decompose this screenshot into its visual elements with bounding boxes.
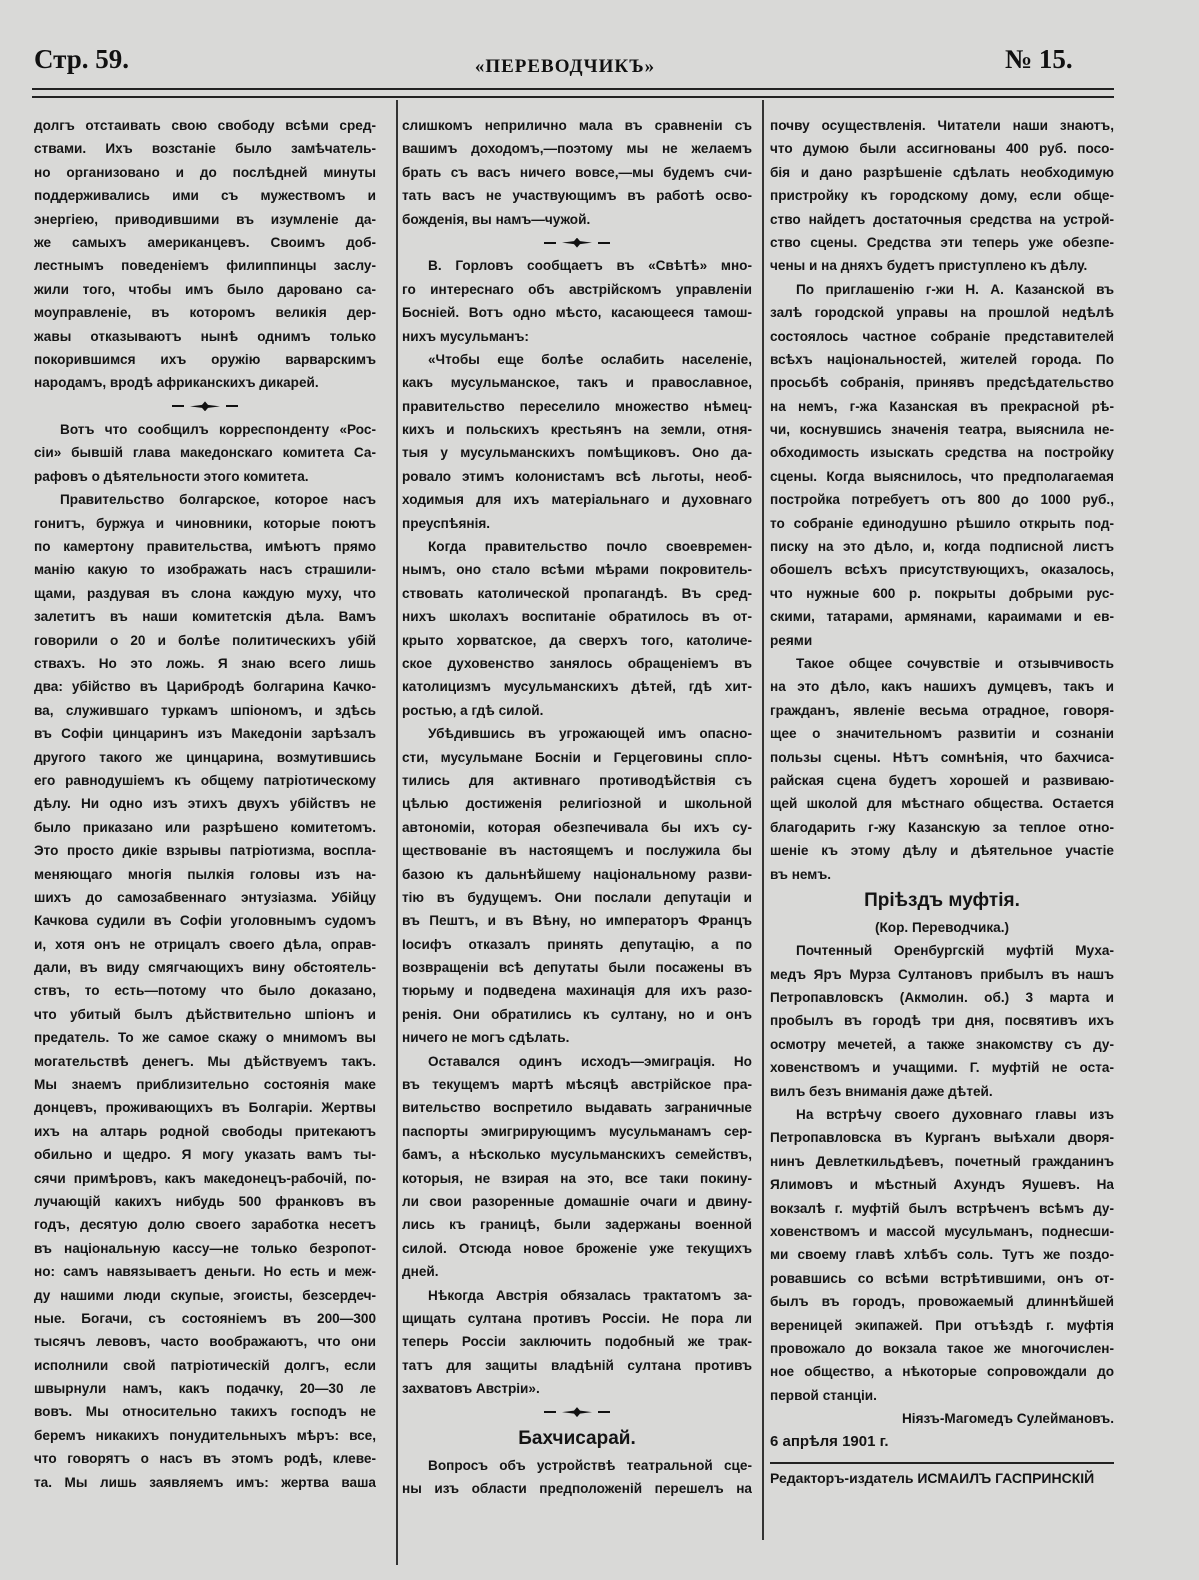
- text-line: захватовъ Австріи».: [402, 1381, 540, 1397]
- text-line: По приглашенію г-жи Н. А. Казанской въ: [796, 281, 1114, 297]
- footer-rule: [770, 1462, 1114, 1464]
- text-line: базою къ дальнѣйшему національному разви-: [402, 866, 752, 882]
- text-line: нинъ Девлеткильдѣевъ, почетный гражданинъ: [770, 1153, 1114, 1169]
- text-line: тились для активнаго противодѣйствія съ: [402, 772, 752, 788]
- text-line: чены и на дняхъ будетъ приступлено къ дѣлу.: [770, 258, 1088, 274]
- page-number: Стр. 59.: [34, 44, 130, 74]
- text-line: сцены. Когда выяснилось, что предполагаемая: [770, 468, 1114, 484]
- text-line: постройка потребуетъ отъ 800 до 1000 руб.,: [770, 492, 1114, 508]
- text-line: дней.: [402, 1264, 439, 1280]
- text-line: сти, мусульмане Босніи и Герцеговины спло-: [402, 749, 752, 765]
- text-line: медъ Яръ Мурза Султановъ прибылъ въ нашъ: [770, 966, 1114, 982]
- text-line: благодарить г-жу Казанскую за теплое отно-: [770, 819, 1114, 835]
- text-line: состоялось частное собраніе представителей: [770, 328, 1114, 344]
- text-line: нихъ мусульманъ:: [402, 328, 529, 344]
- text-line: слишкомъ неприлично мала въ сравненіи съ: [402, 118, 752, 133]
- text-line: ствами. Ихъ возстаніе было замѣчатель-: [34, 141, 376, 157]
- paragraph: [34, 418, 376, 488]
- text-line: райская сцена будетъ хорошей и развиваю-: [770, 772, 1114, 788]
- text-line: ли свои разоренные домашніе очаги и двину-: [402, 1193, 752, 1209]
- paragraph: [402, 254, 752, 348]
- text-line: почву осуществленія. Читатели наши знаютъ,: [770, 118, 1114, 133]
- text-line: ренія. Они обратились къ султану, но и онъ: [402, 1006, 752, 1022]
- text-line: гонитъ, буржуа и чиновники, которые поютъ: [34, 515, 376, 531]
- text-line: что убитый былъ дѣйствительно шпіонъ и: [34, 1006, 376, 1022]
- text-line: обильно и щедро. Я могу указать вамъ ты-: [34, 1147, 376, 1163]
- text-line: жили того, чтобы имъ было даровано са-: [34, 281, 376, 297]
- text-line: годъ, десятую долю своего заработка несетъ: [34, 1217, 376, 1233]
- text-line: рафовъ о дѣятельности этого комитета.: [34, 468, 309, 484]
- text-line: былъ въ городъ, провожаемый длиннѣйшей: [770, 1294, 1114, 1310]
- text-line: Убѣдившись въ угрожающей имъ опасно-: [428, 726, 752, 742]
- text-line: первой станціи.: [770, 1387, 877, 1403]
- paragraph: [770, 652, 1114, 886]
- header-rule-bottom: [32, 96, 1114, 98]
- text-line: что нужные 600 р. покрыты добрыми рус-: [770, 585, 1114, 601]
- text-line: ховенствомъ и массой мусульманъ, поднесши-: [770, 1223, 1114, 1239]
- text-line: сіи» бывшій глава македонскаго комитета Са-: [34, 445, 376, 461]
- text-line: въ Софіи цинцаринъ изъ Македоніи зарѣзалъ: [34, 726, 376, 742]
- text-line: ское духовенство занялось обращеніемъ въ: [402, 655, 752, 671]
- text-line: крыто хорватское, да сверхъ того, католиче-: [402, 632, 752, 648]
- text-line: реями: [770, 632, 813, 648]
- text-line: ное общество, а нѣкоторые сопровождали до: [770, 1364, 1114, 1380]
- text-line: всѣхъ національностей, жителей города. По: [770, 351, 1114, 367]
- text-line: ство найдетъ достаточныя средства на устрой-: [770, 211, 1114, 227]
- text-line: возвращеніи всѣ депутаты были посажены въ: [402, 960, 752, 976]
- text-line: Петропавловска въ Курганъ выѣхали дворя-: [770, 1130, 1114, 1146]
- text-line: обошелъ всѣхъ присутствующихъ, оказалось,: [770, 562, 1114, 578]
- text-line: донцевъ, проживающихъ въ Болгаріи. Жертвы: [34, 1100, 376, 1116]
- text-line: вилъ безъ вниманія даже дѣтей.: [770, 1083, 993, 1099]
- newspaper-title: «ПЕРЕВОДЧИКЪ»: [474, 56, 656, 77]
- text-line: ховенствомъ и учащими. Г. муфтій не оста-: [770, 1060, 1114, 1076]
- paragraph: [402, 1050, 752, 1284]
- text-line: ствовать католической пропагандѣ. Въ сред-: [402, 585, 752, 601]
- text-line: правительство переселило множество нѣмец-: [402, 398, 752, 414]
- text-line: брать съ васъ ничего вовсе,—мы будемъ счи-: [402, 164, 752, 180]
- text-line: моуправленіе, въ которомъ великія дер-: [34, 305, 376, 321]
- text-line: ростью, а гдѣ силой.: [402, 702, 544, 718]
- text-line: и, хотя онъ не отрицалъ своего дѣла, оправ-: [34, 936, 376, 952]
- text-line: но организовано и до послѣдней минуты: [34, 164, 376, 180]
- text-line: вашимъ доходомъ,—поэтому мы не желаемъ: [402, 141, 752, 157]
- text-line: католицизмъ мусульманскихъ дѣтей, гдѣ хит-: [402, 679, 752, 695]
- text-line: вокзалѣ г. муфтій былъ встрѣченъ всѣмъ ду-: [770, 1200, 1114, 1216]
- text-line: Почтенный Оренбургскій муфтій Муха-: [796, 943, 1114, 959]
- text-line: залѣ городской управы на прошлой недѣлѣ: [770, 305, 1114, 321]
- text-line: на это дѣло, какъ нашихъ думцевъ, такъ и: [770, 679, 1114, 695]
- text-line: ду нашими люди скупые, эгоисты, безсердеч-: [34, 1287, 376, 1303]
- text-line: дѣлу. Ни одно изъ этихъ двухъ убійствъ не: [34, 796, 376, 812]
- text-line: жавы отказываютъ нынѣ однимъ только: [34, 328, 376, 344]
- text-line: преуспѣянія.: [402, 515, 491, 531]
- text-line: Мы знаемъ приблизительно состоянія маке: [34, 1077, 376, 1093]
- paragraph: [402, 722, 752, 1049]
- text-line: божденія, вы намъ—чужой.: [402, 211, 591, 227]
- text-line: ровало этимъ колонистамъ всѣ льготы, необ-: [402, 468, 752, 484]
- text-line: силой. Отсюда новое броженіе уже текущихъ: [402, 1240, 752, 1256]
- text-line: ствахъ. Но это ложь. Я знаю всего лишь: [34, 655, 376, 671]
- text-line: щами, раздувая въ слона каждую муху, что: [34, 585, 376, 601]
- text-line: нихъ школахъ воспитаніе обратилось въ от-: [402, 609, 752, 625]
- text-line: могательствѣ денегъ. Мы дѣйствуемъ такъ.: [34, 1053, 376, 1069]
- text-line: то собраніе единодушно рѣшило открыть под-: [770, 515, 1114, 531]
- text-line: писку на это дѣло, и, когда подписной листъ: [770, 539, 1114, 555]
- text-line: но: самъ навязываетъ деньги. Но есть и меж-: [34, 1264, 376, 1280]
- paragraph: [34, 488, 376, 1494]
- text-line: Качкова судили въ Софіи уголовнымъ судомъ: [34, 913, 376, 929]
- text-line: тыя у мусульманскихъ помѣщиковъ. Оно да-: [402, 445, 752, 461]
- text-line: было приказано или разрѣшено комитетомъ.: [34, 819, 376, 835]
- text-line: исполнили свой патріотическій долгъ, если: [34, 1357, 376, 1373]
- text-line: шихъ до самозабвеннаго энтузіазма. Убійцу: [34, 889, 376, 905]
- text-line: что говорятъ о насъ въ этомъ родѣ, клеве-: [34, 1451, 376, 1467]
- text-line: ихъ на алтарь родной свободы притекаютъ: [34, 1123, 376, 1139]
- paragraph: [770, 278, 1114, 652]
- text-line: два: убійство въ Царибродѣ болгарина Качко-: [34, 679, 376, 695]
- publisher-footer: Редакторъ-издатель ИСМАИЛЪ ГАСПРИНСКІЙ: [770, 1469, 1095, 1486]
- article-heading: Пріѣздъ муфтія.: [864, 889, 1020, 911]
- text-line: сячи примѣровъ, какъ македонецъ-рабочій, по-: [34, 1170, 376, 1186]
- text-line: ство сцены. Средства эти теперь уже обезпе-: [770, 234, 1114, 250]
- text-line: Босніей. Вотъ одно мѣсто, касающееся тамош-: [402, 305, 752, 321]
- text-line: просьбѣ собранія, принявъ предсѣдательство: [770, 375, 1114, 391]
- text-line: тюрьму и подведена махинація для ихъ разо-: [402, 983, 752, 999]
- text-line: беремъ никакихъ понудительныхъ мѣръ: все,: [34, 1427, 376, 1443]
- text-line: пристройку къ городскому дому, если обще-: [770, 188, 1114, 204]
- text-line: въ національную кассу—не только безропот-: [34, 1240, 376, 1256]
- text-line: ствъ, то есть—потому что было доказано,: [34, 983, 376, 999]
- text-line: ва, служившаго туркамъ шпіономъ, и здѣсь: [34, 702, 376, 718]
- text-line: Нѣкогда Австрія обязалась трактатомъ за-: [428, 1287, 752, 1303]
- text-line: по камертону правительства, имѣютъ прямо: [34, 539, 376, 555]
- text-line: лестнымъ поведеніемъ филиппинцы заслу-: [34, 258, 376, 274]
- section-ornament-icon: [402, 231, 752, 254]
- text-line: Іосифъ отказалъ принять депутацію, а по: [402, 936, 752, 952]
- text-line: дали, въ виду смягчающихъ вину обстоятель-: [34, 960, 376, 976]
- issue-number: № 15.: [1005, 44, 1073, 74]
- text-line: которыя, не взирая на это, все таки покину-: [402, 1170, 752, 1186]
- text-line: осмотру мечетей, а также знакомству съ ду-: [770, 1036, 1114, 1052]
- text-line: лись къ границѣ, были задержаны военной: [402, 1217, 752, 1233]
- paragraph: [770, 1103, 1114, 1407]
- text-line: ходимыя для ихъ матеріальнаго и духовнаго: [402, 492, 752, 508]
- article-subheading: (Кор. Переводчика.): [874, 919, 1010, 935]
- text-line: Правительство болгарское, которое насъ: [60, 492, 376, 508]
- text-line: Вопросъ объ устройствѣ театральной сце-: [428, 1457, 752, 1473]
- text-line: на немъ, г-жа Казанская въ прекрасной рѣ-: [770, 398, 1114, 414]
- text-line: въ немъ.: [770, 866, 832, 882]
- header-rule-top: [32, 88, 1114, 90]
- text-line: В. Горловъ сообщаетъ въ «Свѣтѣ» мно-: [428, 258, 752, 274]
- column-1: [34, 114, 376, 1494]
- text-line: обходимость изыскать средства на постройку: [770, 445, 1114, 461]
- text-line: тысячъ левовъ, часто воображаютъ, что они: [34, 1334, 376, 1350]
- text-line: манію какую то изображать насъ страшили-: [34, 562, 376, 578]
- article-date: 6 апрѣля 1901 г.: [770, 1433, 889, 1451]
- text-line: гражданъ, явленіе весьма отрадное, говоря-: [770, 702, 1114, 718]
- text-line: вительство воспретило выдавать заграничные: [402, 1100, 752, 1116]
- section-ornament-icon: [402, 1400, 752, 1423]
- text-line: долгъ отстаивать свою свободу всѣми сред-: [34, 118, 376, 133]
- text-line: тать васъ не участвующимъ въ работѣ осво-: [402, 188, 752, 204]
- text-line: ны изъ области предположеній перешелъ на: [402, 1481, 752, 1497]
- text-line: Оставался одинъ исходъ—эмиграція. Но: [428, 1053, 752, 1069]
- text-line: говорили о 20 и болѣе политическихъ убій: [34, 632, 376, 648]
- text-line: теперь Россіи заключить подобный же трак-: [402, 1334, 752, 1350]
- text-line: На встрѣчу своего духовнаго главы изъ: [796, 1107, 1114, 1123]
- text-line: Вотъ что сообщилъ корреспонденту «Рос-: [60, 422, 376, 438]
- text-line: вовъ. Мы относительно такихъ господъ не: [34, 1404, 376, 1420]
- text-line: меняющаго многія пылкія головы изъ на-: [34, 866, 376, 882]
- paragraph: [770, 114, 1114, 278]
- text-line: бамъ, а нѣсколько мусульманскихъ семействъ,: [402, 1147, 752, 1163]
- text-line: Это просто дикіе взрывы патріотизма, воспла-: [34, 843, 376, 859]
- text-line: Такое общее сочувствіе и отзывчивость: [796, 655, 1114, 671]
- column-3: [770, 114, 1114, 1486]
- text-line: ничего не могъ сдѣлать.: [402, 1030, 570, 1046]
- text-line: го интереснаго объ австрійскомъ управленіи: [402, 281, 752, 297]
- text-line: провожало до вокзала такое же многочислен-: [770, 1340, 1114, 1356]
- paragraph: [770, 939, 1114, 1103]
- paragraph: [402, 1284, 752, 1401]
- column-2: [402, 114, 752, 1501]
- text-line: шеніе къ этому дѣлу и дѣятельное участіе: [770, 843, 1114, 859]
- text-line: ществованіе въ настоящемъ и послужила бы: [402, 843, 752, 859]
- text-line: чи, коснувшись значенія театра, выяснила не-: [770, 422, 1114, 438]
- text-line: «Чтобы еще болѣе ослабить населеніе,: [428, 351, 752, 367]
- text-line: залетитъ въ наши комитетскія дѣла. Вамъ: [34, 609, 376, 625]
- paragraph: [402, 348, 752, 535]
- text-line: ми своему главѣ хлѣбъ соль. Тутъ же поздо-: [770, 1247, 1114, 1263]
- text-line: что думою были ассигнованы 400 руб. посо-: [770, 141, 1114, 157]
- text-line: покорившимся ихъ оружію варварскимъ: [34, 351, 376, 367]
- text-line: энергіею, приводившими въ изумленіе да-: [34, 211, 376, 227]
- text-line: татъ для защиты владѣній султана противъ: [402, 1357, 752, 1373]
- text-line: предатель. То же самое скажу о мнимомъ вы: [34, 1030, 376, 1046]
- paragraph: [402, 1454, 752, 1501]
- text-line: бія и дано разрѣшеніе сдѣлать необходимую: [770, 164, 1114, 180]
- text-line: какъ мусульманское, такъ и православное,: [402, 375, 752, 391]
- text-line: народамъ, вродѣ африканскихъ дикарей.: [34, 375, 319, 391]
- paragraph: [402, 114, 752, 231]
- paragraph: [34, 114, 376, 395]
- column-divider: [396, 100, 398, 1565]
- text-line: Петропавловскъ (Акмолин. об.) 3 марта и: [770, 990, 1114, 1006]
- section-ornament-icon: [34, 395, 376, 418]
- text-line: скими, татарами, армянами, караимами и ев-: [770, 609, 1114, 625]
- text-line: щищать султана противъ Россіи. Не пора ли: [402, 1310, 752, 1326]
- text-line: нымъ, оно стало всѣми мѣрами покровитель-: [402, 562, 752, 578]
- text-line: пользы сцены. Нѣтъ сомнѣнія, что бахчиса-: [770, 749, 1114, 765]
- author-signature: Ніязъ-Магомедъ Сулеймановъ.: [901, 1411, 1114, 1427]
- text-line: щее о значительномъ развитіи и сознаніи: [770, 726, 1114, 742]
- text-line: его равнодушіемъ къ общему патріотическому: [34, 772, 376, 788]
- text-line: ровавшись со всѣми встрѣтившими, онъ от-: [770, 1270, 1114, 1286]
- text-line: въ Пештъ, и въ Вѣну, но императоръ Францъ: [402, 913, 752, 929]
- text-line: цѣлью достиженія религіозной и школьной: [402, 796, 752, 812]
- text-line: тію въ будущемъ. Они послали депутаціи и: [402, 889, 752, 905]
- article-heading: Бахчисарай.: [518, 1427, 636, 1449]
- text-line: автономіи, которая обезпечивала бы ихъ су-: [402, 819, 752, 835]
- text-line: пробылъ въ городѣ три дня, посвятивъ ихъ: [770, 1013, 1114, 1029]
- text-line: другого такого же цинцарина, возмутившись: [34, 749, 376, 765]
- text-line: вереницей экипажей. При отъѣздѣ г. муфтія: [770, 1317, 1114, 1333]
- text-line: лучающій какихъ нибудь 500 франковъ въ: [34, 1193, 376, 1209]
- text-line: въ текущемъ мартѣ мѣсяцѣ австрійское пра-: [402, 1077, 752, 1093]
- paragraph: [402, 535, 752, 722]
- column-divider: [762, 100, 764, 1540]
- text-line: паспорты эмигрирующимъ мусульманамъ сер-: [402, 1123, 752, 1139]
- text-line: ные. Богачи, съ состояніемъ въ 200—300: [34, 1310, 376, 1326]
- text-line: Когда правительство почло своевремен-: [428, 539, 752, 555]
- text-line: кихъ и польскихъ крестьянъ на земли, отня-: [402, 422, 752, 438]
- text-line: щей школой для мѣстнаго общества. Остается: [770, 796, 1114, 812]
- text-line: швырнули намъ, какъ подачку, 20—30 ле: [34, 1381, 376, 1397]
- text-line: Ялимовъ и мѣстный Ахундъ Яушевъ. На: [770, 1177, 1114, 1193]
- text-line: поддерживались ими съ мужествомъ и: [34, 188, 376, 204]
- text-line: же самыхъ американцевъ. Своимъ доб-: [34, 234, 376, 250]
- text-line: та. Мы лишь заявляемъ имъ: жертва ваша: [34, 1474, 376, 1490]
